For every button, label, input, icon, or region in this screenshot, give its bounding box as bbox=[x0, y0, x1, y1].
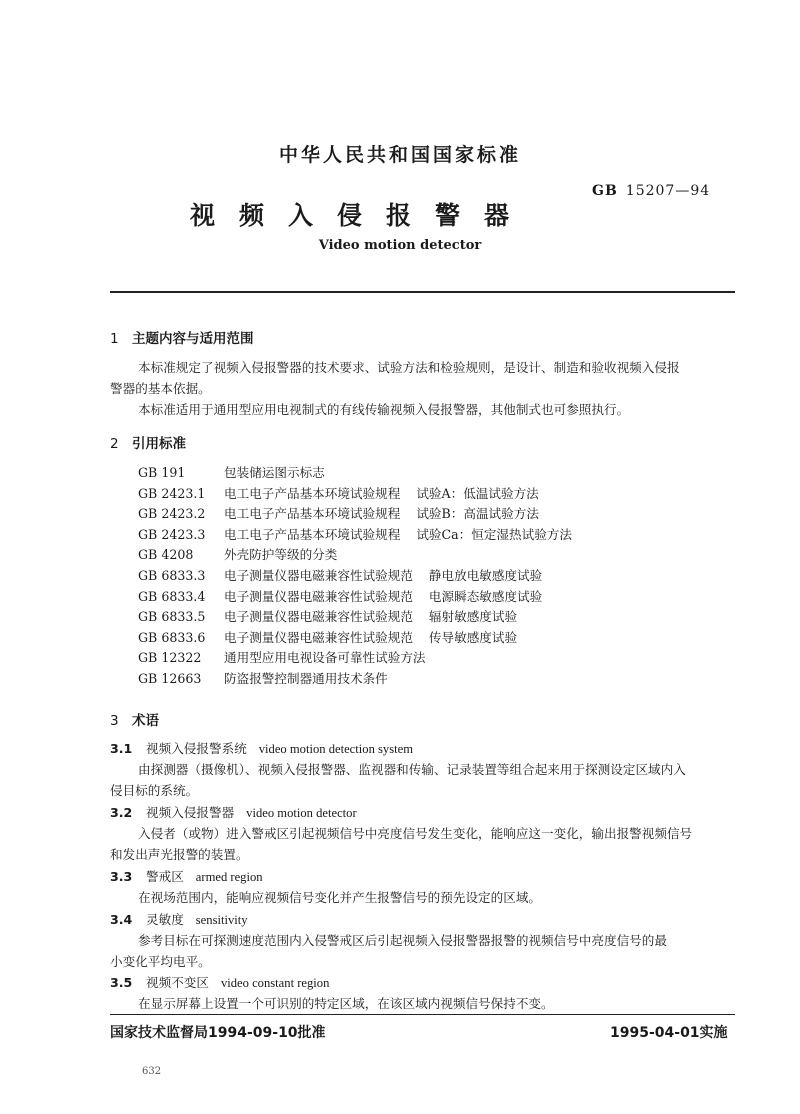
section-2-number: 2 bbox=[110, 436, 119, 452]
standard-code-number: 15207—94 bbox=[625, 183, 711, 199]
term-number: 3.3 bbox=[110, 869, 133, 884]
term-number: 3.2 bbox=[110, 805, 133, 820]
reference-title: 通用型应用电视设备可靠性试验方法 bbox=[224, 650, 426, 666]
term-chinese: 灵敏度 bbox=[146, 912, 184, 927]
section-1-number: 1 bbox=[110, 331, 119, 347]
term-heading bbox=[110, 909, 248, 928]
reference-code: GB 12322 bbox=[138, 650, 202, 666]
reference-code: GB 6833.6 bbox=[138, 629, 206, 645]
reference-item bbox=[138, 627, 517, 646]
reference-item bbox=[138, 565, 542, 584]
reference-code: GB 191 bbox=[138, 465, 186, 480]
term-english: armed region bbox=[195, 870, 263, 884]
section-2-title: 引用标准 bbox=[132, 436, 186, 452]
reference-test-name: 试验A：低温试验方法 bbox=[416, 485, 539, 501]
standard-code-prefix: GB bbox=[592, 183, 618, 199]
reference-title: 包装储运图示标志 bbox=[224, 465, 325, 480]
term-english: video motion detector bbox=[246, 806, 357, 820]
term-number: 3.4 bbox=[110, 912, 133, 927]
reference-item bbox=[138, 524, 572, 543]
reference-item bbox=[138, 544, 337, 563]
term-english: sensitivity bbox=[195, 913, 248, 927]
reference-item bbox=[138, 503, 539, 522]
reference-title: 外壳防护等级的分类 bbox=[224, 547, 338, 563]
term-english: video motion detection system bbox=[258, 742, 413, 756]
reference-title: 防盗报警控制器通用技术条件 bbox=[224, 671, 388, 686]
reference-title: 电工电子产品基本环境试验规程 bbox=[224, 506, 401, 522]
reference-code: GB 6833.3 bbox=[138, 568, 206, 583]
reference-item bbox=[138, 483, 539, 502]
header-divider bbox=[110, 291, 735, 293]
term-heading bbox=[110, 866, 263, 885]
term-heading bbox=[110, 802, 357, 821]
reference-code: GB 2423.3 bbox=[138, 526, 206, 542]
reference-test-name: 辐射敏感度试验 bbox=[428, 609, 518, 625]
reference-title: 电子测量仪器电磁兼容性试验规范 bbox=[224, 609, 413, 625]
reference-code: GB 2423.2 bbox=[138, 506, 206, 522]
reference-item bbox=[138, 668, 388, 687]
term-number: 3.5 bbox=[110, 975, 133, 990]
reference-title: 电子测量仪器电磁兼容性试验规范 bbox=[224, 629, 413, 645]
reference-title: 电工电子产品基本环境试验规程 bbox=[224, 485, 401, 501]
reference-code: GB 2423.1 bbox=[138, 485, 206, 501]
term-definition-continued: 侵目标的系统。 bbox=[110, 783, 199, 798]
term-definition: 由探测器（摄像机）、视频入侵报警器、监视器和传输、记录装置等组合起来用于探测设定区域内入 bbox=[138, 762, 686, 777]
issuing-authority-title: 中华人民共和国国家标准 bbox=[278, 144, 521, 166]
term-heading bbox=[110, 972, 329, 991]
reference-code: GB 6833.4 bbox=[138, 588, 206, 604]
section-1-title: 主题内容与适用范围 bbox=[132, 331, 254, 347]
reference-code: GB 12663 bbox=[138, 671, 202, 686]
term-definition: 在显示屏幕上设置一个可识别的特定区域，在该区域内视频信号保持不变。 bbox=[138, 996, 554, 1011]
document-title-english: Video motion detector bbox=[318, 238, 482, 253]
term-definition-continued: 和发出声光报警的装置。 bbox=[110, 847, 249, 862]
reference-item bbox=[138, 647, 426, 666]
approval-note: 国家技术监督局1994-09-10批准 bbox=[110, 1025, 326, 1041]
term-definition: 在视场范围内，能响应视频信号变化并产生报警信号的预先设定的区域。 bbox=[138, 890, 541, 905]
reference-item bbox=[138, 586, 542, 605]
footer-divider bbox=[110, 1014, 735, 1015]
implementation-date: 1995-04-01实施 bbox=[610, 1025, 728, 1041]
reference-code: GB 4208 bbox=[138, 547, 194, 563]
section-3-title: 术语 bbox=[132, 713, 159, 729]
term-heading bbox=[110, 738, 413, 757]
section-1-para1-line1: 本标准规定了视频入侵报警器的技术要求、试验方法和检验规则，是设计、制造和验收视频入侵报 bbox=[138, 360, 680, 375]
reference-title: 电子测量仪器电磁兼容性试验规范 bbox=[224, 588, 413, 604]
term-definition: 入侵者（或物）进入警戒区引起视频信号中亮度信号发生变化，能响应这一变化，输出报警视频信号 bbox=[138, 826, 693, 841]
reference-test-name: 试验B：高温试验方法 bbox=[416, 506, 539, 522]
term-chinese: 视频入侵报警器 bbox=[146, 805, 235, 820]
term-english: video constant region bbox=[220, 976, 330, 990]
reference-title: 电工电子产品基本环境试验规程 bbox=[224, 526, 401, 542]
section-1-para2: 本标准适用于通用型应用电视制式的有线传输视频入侵报警器，其他制式也可参照执行。 bbox=[138, 402, 630, 417]
standard-code bbox=[592, 183, 710, 199]
reference-test-name: 传导敏感度试验 bbox=[428, 629, 518, 645]
reference-test-name: 静电放电敏感度试验 bbox=[428, 568, 543, 583]
section-1-para1-line2: 警器的基本依据。 bbox=[110, 381, 211, 396]
section-1-heading bbox=[110, 327, 254, 347]
term-chinese: 警戒区 bbox=[146, 869, 184, 884]
reference-item bbox=[138, 606, 517, 625]
section-3-number: 3 bbox=[110, 713, 119, 729]
reference-test-name: 电源瞬态敏感度试验 bbox=[428, 588, 543, 604]
reference-code: GB 6833.5 bbox=[138, 609, 206, 625]
term-chinese: 视频不变区 bbox=[146, 975, 209, 990]
document-title: 视频入侵报警器 bbox=[190, 201, 534, 230]
term-definition-continued: 小变化平均电平。 bbox=[110, 954, 211, 969]
term-number: 3.1 bbox=[110, 741, 133, 756]
reference-title: 电子测量仪器电磁兼容性试验规范 bbox=[224, 568, 413, 583]
section-2-heading bbox=[110, 432, 186, 452]
page-number: 632 bbox=[142, 1066, 162, 1077]
section-3-heading bbox=[110, 709, 159, 729]
reference-test-name: 试验Ca：恒定湿热试验方法 bbox=[416, 526, 572, 542]
reference-item bbox=[138, 462, 325, 481]
term-definition: 参考目标在可探测速度范围内入侵警戒区后引起视频入侵报警器报警的视频信号中亮度信号的最 bbox=[138, 933, 667, 948]
term-chinese: 视频入侵报警系统 bbox=[146, 741, 247, 756]
